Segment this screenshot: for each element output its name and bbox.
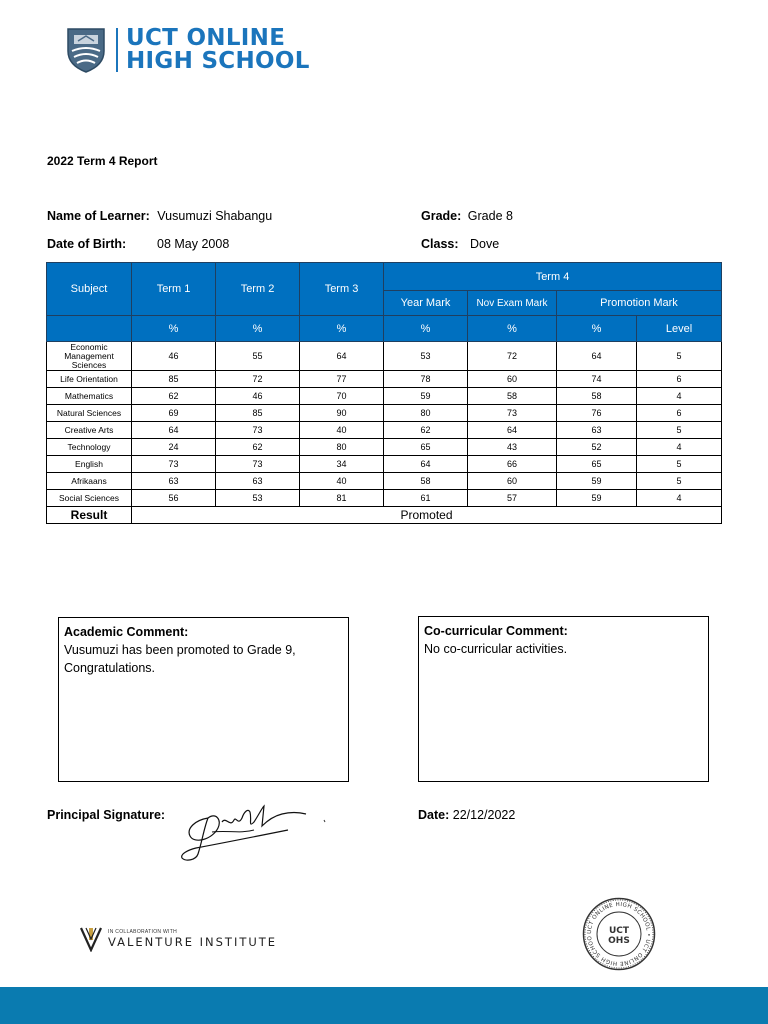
cell-level: 4 [637,490,722,507]
header-term1: Term 1 [132,263,216,316]
grade-value: Grade 8 [467,209,513,223]
dob-value: 08 May 2008 [157,237,230,251]
date-value: 22/12/2022 [452,808,516,822]
cell-term3: 77 [300,371,384,388]
table-row [47,473,722,490]
partner-small-text: IN COLLABORATION WITH [108,929,177,935]
header-pct-year: % [384,316,468,342]
cell-level: 5 [637,473,722,490]
cell-year-mark: 65 [384,439,468,456]
cell-term2: 63 [216,473,300,490]
header-pct-t2: % [216,316,300,342]
table-row [47,490,722,507]
class-label: Class: [421,237,459,251]
school-logo [66,22,310,78]
cell-term3: 40 [300,473,384,490]
learner-name-row [47,209,272,223]
cell-nov-exam: 57 [468,490,557,507]
cell-term1: 69 [132,405,216,422]
class-row [421,237,499,251]
cell-subject: Social Sciences [47,490,132,507]
principal-signature [178,798,328,866]
cell-term2: 72 [216,371,300,388]
academic-comment-title: Academic Comment: [64,625,189,639]
header-pct-promo: % [557,316,637,342]
report-title: 2022 Term 4 Report [47,154,158,168]
cell-subject: Mathematics [47,388,132,405]
cell-term1: 64 [132,422,216,439]
cell-subject: English [47,456,132,473]
header-pct-t1: % [132,316,216,342]
cell-nov-exam: 58 [468,388,557,405]
academic-comment-text: Vusumuzi has been promoted to Grade 9, Congratulations. [64,643,296,675]
cell-level: 6 [637,371,722,388]
header-term2: Term 2 [216,263,300,316]
cell-year-mark: 58 [384,473,468,490]
grade-row [421,209,513,223]
cell-level: 4 [637,388,722,405]
date-label: Date: [418,808,450,822]
crest-icon [66,27,106,73]
cocurricular-comment-text: No co-curricular activities. [424,642,568,656]
academic-comment-box [58,617,349,782]
cell-level: 5 [637,456,722,473]
cell-year-mark: 78 [384,371,468,388]
seal-center-line2: OHS [608,936,630,946]
cell-year-mark: 64 [384,456,468,473]
dob-row [47,237,126,251]
cocurricular-comment-title: Co-curricular Comment: [424,624,568,638]
header-pct-exam: % [468,316,557,342]
table-row [47,371,722,388]
cell-term1: 24 [132,439,216,456]
cell-level: 5 [637,422,722,439]
cell-promotion-pct: 76 [557,405,637,422]
cell-term1: 73 [132,456,216,473]
cell-promotion-pct: 52 [557,439,637,456]
header-promotion: Promotion Mark [557,291,722,316]
header-pct-t3: % [300,316,384,342]
cell-year-mark: 62 [384,422,468,439]
cell-nov-exam: 60 [468,473,557,490]
partner-name: VALENTURE INSTITUTE [108,935,278,949]
signature-date-row [418,808,515,822]
cell-term2: 73 [216,456,300,473]
table-row [47,439,722,456]
table-row [47,456,722,473]
cell-promotion-pct: 64 [557,342,637,371]
cell-term3: 81 [300,490,384,507]
cocurricular-comment-box [418,616,709,782]
cell-nov-exam: 60 [468,371,557,388]
header-nov-exam: Nov Exam Mark [468,291,557,316]
cell-term2: 46 [216,388,300,405]
cell-term3: 40 [300,422,384,439]
signature-label: Principal Signature: [47,808,166,822]
class-value: Dove [470,237,500,251]
cell-term3: 90 [300,405,384,422]
cell-level: 4 [637,439,722,456]
cell-subject: Natural Sciences [47,405,132,422]
cell-term1: 46 [132,342,216,371]
table-row [47,342,722,371]
dob-label: Date of Birth: [47,237,127,251]
cell-year-mark: 61 [384,490,468,507]
cell-subject: Afrikaans [47,473,132,490]
cell-term2: 55 [216,342,300,371]
school-name-line1: UCT ONLINE [126,25,286,51]
cell-promotion-pct: 59 [557,490,637,507]
cell-term1: 56 [132,490,216,507]
cell-promotion-pct: 74 [557,371,637,388]
cell-promotion-pct: 65 [557,456,637,473]
cell-year-mark: 53 [384,342,468,371]
header-year-mark: Year Mark [384,291,468,316]
school-name [126,27,310,73]
partner-text [108,929,277,949]
seal-center-line1: UCT [608,926,630,936]
header-term3: Term 3 [300,263,384,316]
cell-term1: 62 [132,388,216,405]
grade-label: Grade: [421,209,462,223]
cell-term2: 73 [216,422,300,439]
marks-table [46,262,722,524]
cell-term2: 62 [216,439,300,456]
footer-bar [0,987,768,1024]
cell-level: 5 [637,342,722,371]
cell-promotion-pct: 59 [557,473,637,490]
cell-subject: Technology [47,439,132,456]
cell-term2: 53 [216,490,300,507]
cell-year-mark: 59 [384,388,468,405]
learner-name: Vusumuzi Shabangu [157,209,273,223]
cell-term3: 70 [300,388,384,405]
result-row [47,507,722,524]
header-term4: Term 4 [384,263,722,291]
school-name-line2: HIGH SCHOOL [126,48,310,74]
table-row [47,422,722,439]
valenture-crest-icon [80,926,102,952]
cell-subject: Economic Management Sciences [47,342,132,371]
school-seal [582,897,656,971]
header-subject-spacer [47,316,132,342]
cell-nov-exam: 64 [468,422,557,439]
cell-subject: Creative Arts [47,422,132,439]
cell-nov-exam: 72 [468,342,557,371]
header-subject: Subject [47,263,132,316]
cell-term1: 85 [132,371,216,388]
result-label: Result [47,507,132,524]
cell-term3: 64 [300,342,384,371]
cell-nov-exam: 73 [468,405,557,422]
cell-promotion-pct: 58 [557,388,637,405]
header-level: Level [637,316,722,342]
cell-nov-exam: 43 [468,439,557,456]
cell-promotion-pct: 63 [557,422,637,439]
cell-nov-exam: 66 [468,456,557,473]
table-row [47,388,722,405]
cell-term1: 63 [132,473,216,490]
logo-divider [116,28,118,72]
marks-body [47,342,722,524]
cell-term2: 85 [216,405,300,422]
result-value: Promoted [132,507,722,524]
cell-year-mark: 80 [384,405,468,422]
seal-ring-text: UCT ONLINE HIGH SCHOOL • UCT ONLINE HIGH SCHOO [586,901,652,967]
cell-level: 6 [637,405,722,422]
table-row [47,405,722,422]
learner-name-label: Name of Learner: [47,209,150,223]
cell-subject: Life Orientation [47,371,132,388]
cell-term3: 34 [300,456,384,473]
cell-term3: 80 [300,439,384,456]
partner-logo [80,926,277,952]
